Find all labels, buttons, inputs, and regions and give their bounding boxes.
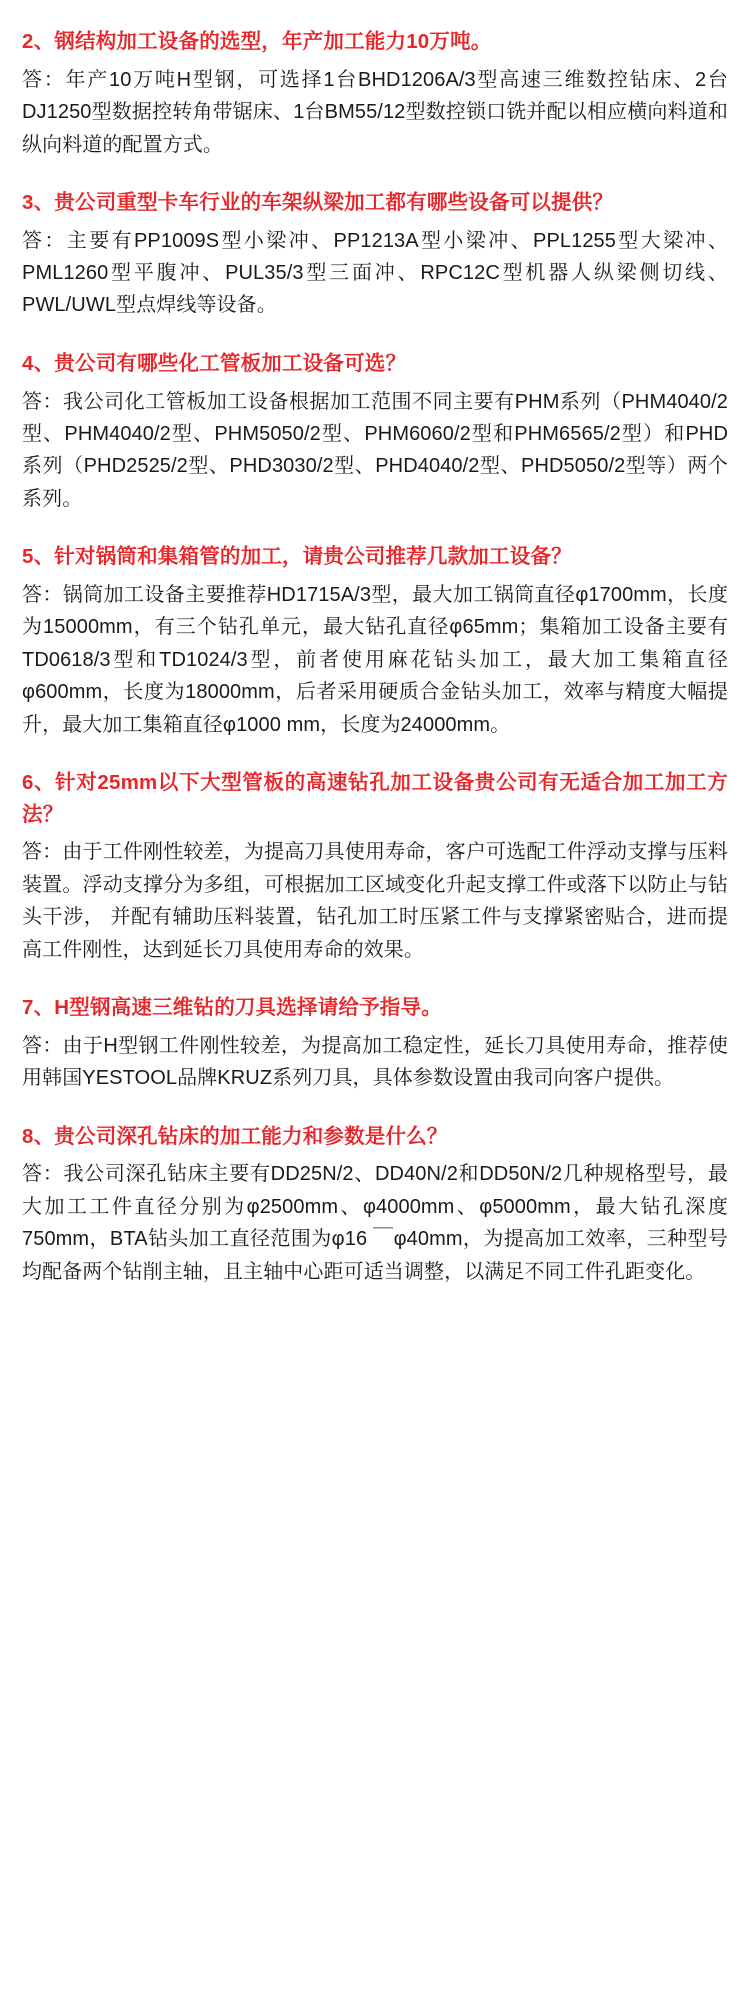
question-text: 2、钢结构加工设备的选型，年产加工能力10万吨。 [22,30,492,53]
qa-block [22,26,728,161]
qa-block [22,767,728,966]
answer-text: 答：我公司化工管板加工设备根据加工范围不同主要有PHM系列（PHM4040/2型、PHM4040/2型、PHM5050/2型、PHM6060/2型和PHM6565/2型）和PHD系列（PHD2525/2型、PHD3030/2型、PHD4040/2型、PHD5050/2型等）两个系列。 [22,390,728,510]
answer-text: 答：锅筒加工设备主要推荐HD1715A/3型，最大加工锅筒直径φ1700mm，长度为15000mm，有三个钻孔单元，最大钻孔直径φ65mm；集箱加工设备主要有TD0618/3型和TD1024/3型，前者使用麻花钻头加工，最大加工集箱直径φ600mm，长度为18000mm，后者采用硬质合金钻头加工，效率与精度大幅提升，最大加工集箱直径φ1000 mm，长度为24000mm。 [22,583,728,736]
answer-text: 答：由于工件刚性较差，为提高刀具使用寿命，客户可选配工件浮动支撑与压料装置。浮动支撑分为多组，可根据加工区域变化升起支撑工件或落下以防止与钻头干涉， 并配有辅助压料装置，钻孔加工时压紧工件与支撑紧密贴合，进而提高工件刚性，达到延长刀具使用寿命的效果。 [22,841,728,961]
question-text: 4、贵公司有哪些化工管板加工设备可选？ [22,351,407,375]
question-text: 7、H型钢高速三维钻的刀具选择请给予指导。 [22,996,442,1020]
qa-block [22,541,728,741]
qa-block [22,1121,728,1288]
answer-text: 答：年产10万吨H型钢，可选择1台BHD1206A/3型高速三维数控钻床、2台DJ1250型数据控转角带锯床、1台BM55/12型数控锁口铣并配以相应横向料道和纵向料道的配置方式。 [22,68,728,156]
answer-text: 答：由于H型钢工件刚性较差，为提高加工稳定性，延长刀具使用寿命，推荐使用韩国YESTOOL品牌KRUZ系列刀具，具体参数设置由我司向客户提供。 [22,1034,728,1090]
answer-text: 答：主要有PP1009S型小梁冲、PP1213A型小梁冲、PPL1255型大梁冲、PML1260型平腹冲、PUL35/3型三面冲、RPC12C型机器人纵梁侧切线、PWL/UWL型点焊线等设备。 [22,229,728,317]
question-text: 8、贵公司深孔钻床的加工能力和参数是什么？ [22,1124,448,1148]
qa-block [22,992,728,1095]
question-text: 5、针对锅筒和集箱管的加工，请贵公司推荐几款加工设备？ [22,545,572,569]
qa-block [22,348,728,515]
question-text: 6、针对25mm以下大型管板的高速钻孔加工设备贵公司有无适合加工加工方法？ [22,770,728,826]
answer-text: 答：我公司深孔钻床主要有DD25N/2、DD40N/2和DD50N/2几种规格型号，最大加工工件直径分别为φ2500mm、φ4000mm、φ5000mm，最大钻孔深度750mm，BTA钻头加工直径范围为φ16 ￣φ40mm，为提高加工效率，三种型号均配备两个钻削主轴，且主轴中心距可适当调整，以满足不同工件孔距变化。 [22,1163,728,1283]
question-text: 3、贵公司重型卡车行业的车架纵梁加工都有哪些设备可以提供？ [22,190,614,214]
qa-block [22,187,728,322]
